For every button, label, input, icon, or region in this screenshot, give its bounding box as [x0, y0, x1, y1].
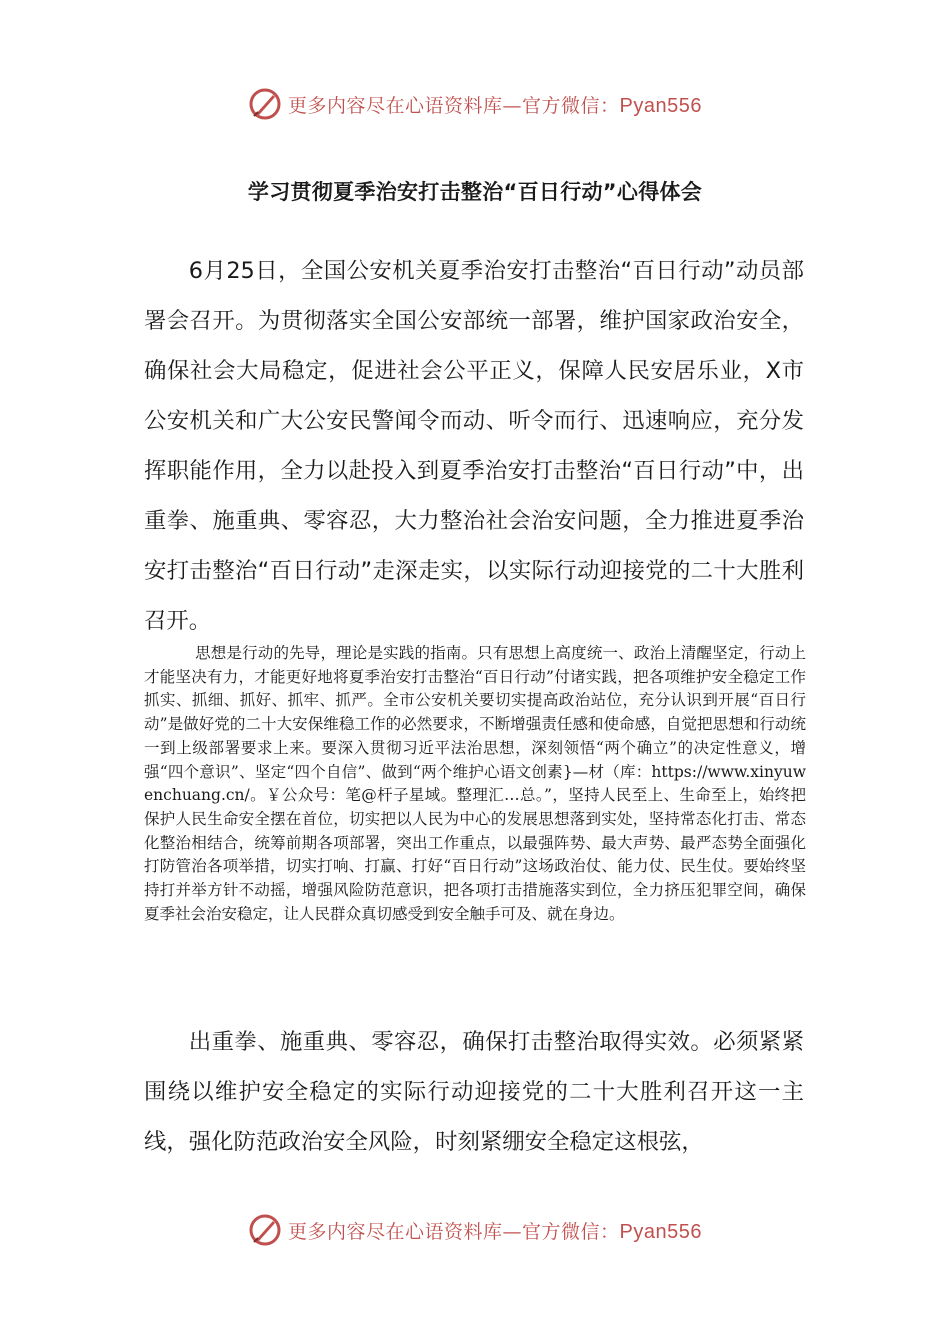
- paragraph-1: 6月25日，全国公安机关夏季治安打击整治“百日行动”动员部署会召开。为贯彻落实全国公安部统一部署，维护国家政治安全，确保社会大局稳定，促进社会公平正义，保障人民安居乐业，X市公安机关和广大公安民警闻令而动、听令而行、迅速响应，充分发挥职能作用，全力以赴投入到夏季治安打击整治“百日行动”中，出重拳、施重典、零容忍，大力整治社会治安问题，全力推进夏季治安打击整治“百日行动”走深走实，以实际行动迎接党的二十大胜利召开。: [144, 258, 804, 634]
- quill-logo-icon: [248, 1213, 282, 1247]
- footer-banner: [0, 1208, 950, 1252]
- footer-banner-text: 更多内容尽在心语资料库—官方微信：Pyan556: [288, 1220, 702, 1243]
- quill-logo-icon: [248, 87, 282, 121]
- paragraph-2: 思想是行动的先导，理论是实践的指南。只有思想上高度统一、政治上清醒坚定，行动上才能坚决有力，才能更好地将夏季治安打击整治“百日行动”付诸实践，把各项维护安全稳定工作抓实、抓细、抓好、抓牢、抓严。全市公安机关要切实提高政治站位，充分认识到开展“百日行动”是做好党的二十大安保维稳工作的必然要求，不断增强责任感和使命感，自觉把思想和行动统一到上级部署要求上来。要深入贯彻习近平法治思想，深刻领悟“两个确立”的决定性意义，增强“四个意识”、坚定“四个自信”、做到“两个维护心语文创素}—材（库：https://www.xinyuwenchuang.cn/。￥公众号：笔@杆子星域。整理汇…总。”，坚持人民至上、生命至上，始终把保护人民生命安全摆在首位，切实把以人民为中心的发展思想落到实处，坚持常态化打击、常态化整治相结合，统筹前期各项部署，突出工作重点，以最强阵势、最大声势、最严态势全面强化打防管治各项举措，切实打响、打赢、打好“百日行动”这场政治仗、能力仗、民生仗。要始终坚持打并举方针不动摇，增强风险防范意识，把各项打击措施落实到位，全力挤压犯罪空间，确保夏季社会治安稳定，让人民群众真切感受到安全触手可及、就在身边。: [144, 644, 806, 923]
- header-wechat-id: Pyan556: [619, 94, 702, 117]
- document-title: 学习贯彻夏季治安打击整治“百日行动”心得体会: [247, 180, 703, 204]
- header-banner-text: 更多内容尽在心语资料库—官方微信：Pyan556: [288, 94, 702, 117]
- paragraph-3: 出重拳、施重典、零容忍，确保打击整治取得实效。必须紧紧围绕以维护安全稳定的实际行动迎接党的二十大胜利召开这一主线，强化防范政治安全风险，时刻紧绷安全稳定这根弦，: [144, 1029, 804, 1155]
- header-banner: [0, 82, 950, 126]
- footer-wechat-id: Pyan556: [619, 1220, 702, 1243]
